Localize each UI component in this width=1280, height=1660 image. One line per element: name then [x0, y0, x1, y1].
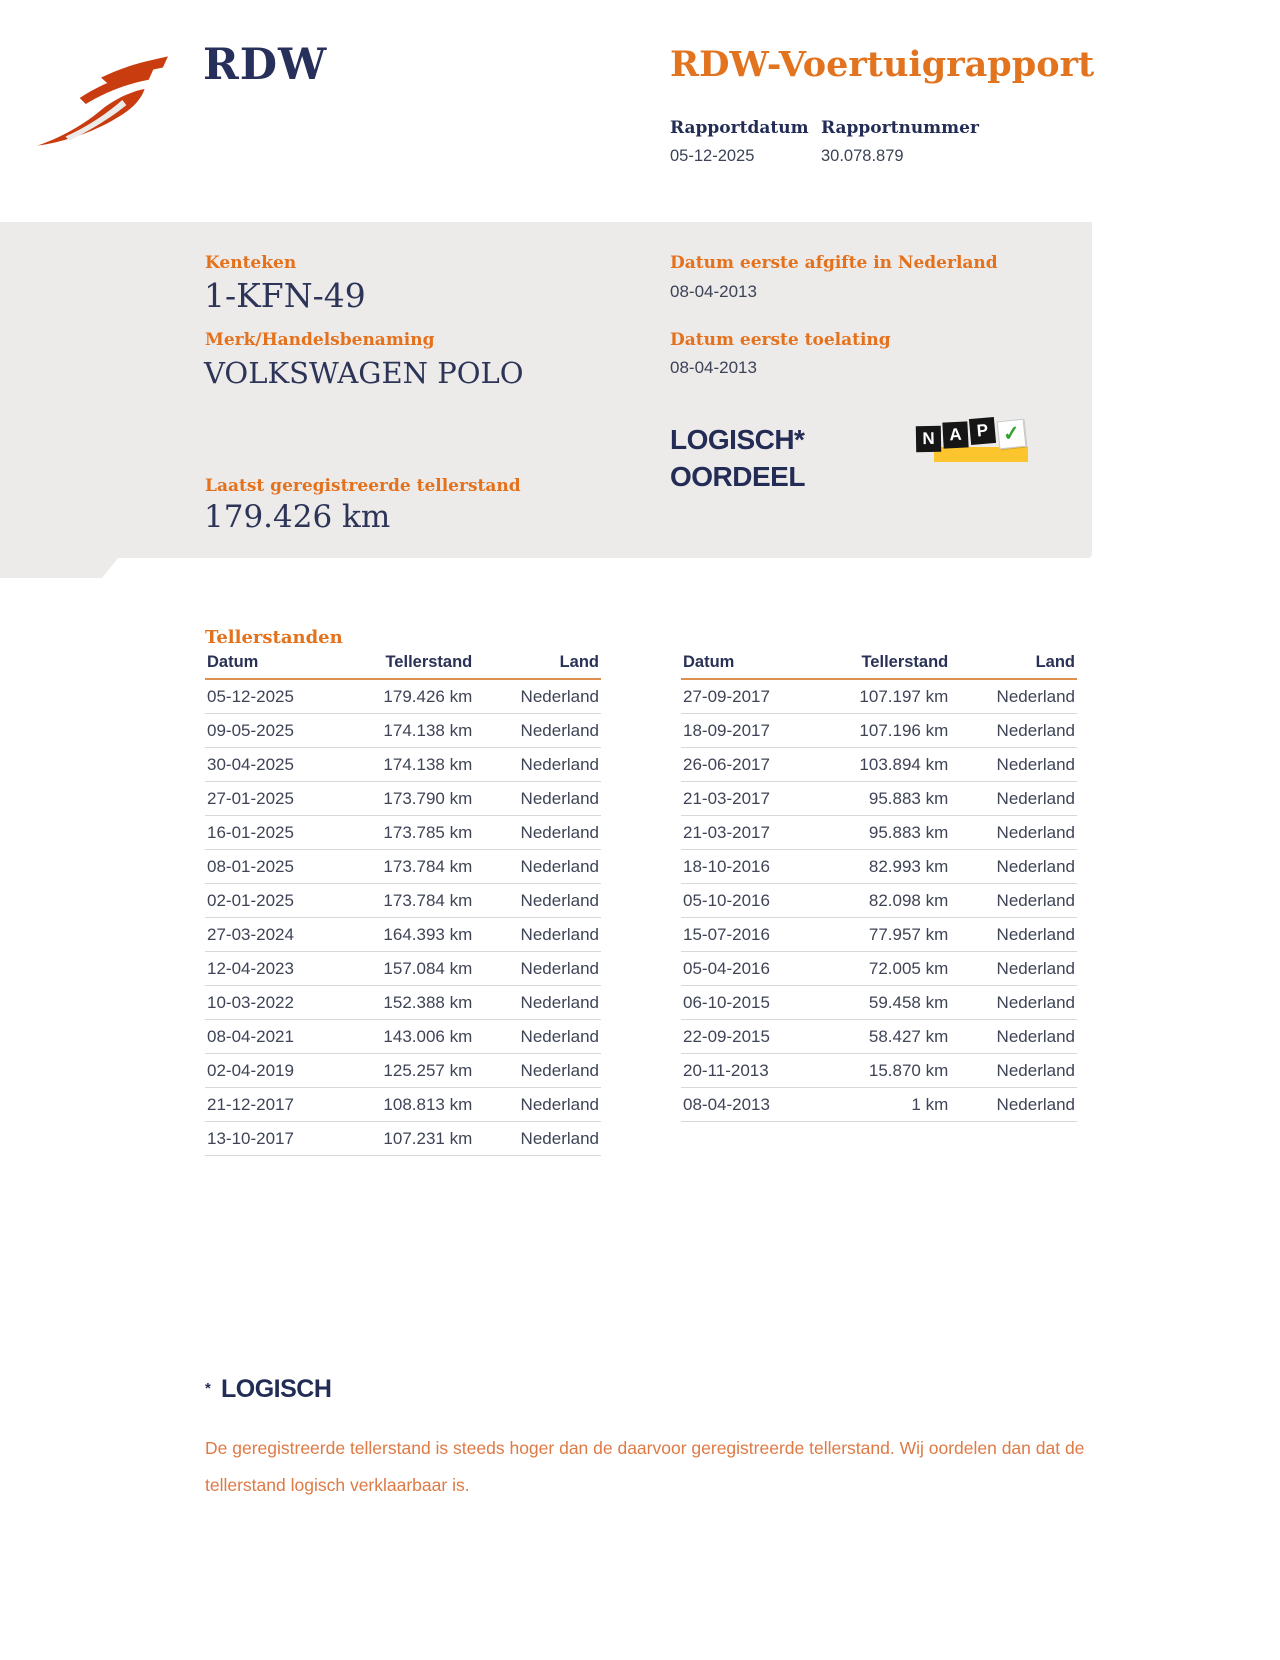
datum-cell: 08-04-2021: [205, 1020, 363, 1054]
land-cell: Nederland: [474, 1088, 601, 1122]
tellerstand-cell: 143.006 km: [363, 1020, 474, 1054]
laatste-tellerstand-value: 179.426 km: [204, 499, 391, 535]
nap-letter-a: A: [942, 421, 968, 448]
datum-cell: 20-11-2013: [681, 1054, 839, 1088]
datum-cell: 13-10-2017: [205, 1122, 363, 1156]
footnote-text: De geregistreerde tellerstand is steeds hoger dan de daarvoor geregistreerde tellerstand. Wij oordelen dan dat de tellerstand logisch verklaarbaar is.: [205, 1438, 1085, 1495]
land-cell: Nederland: [950, 1054, 1077, 1088]
tellerstand-cell: 95.883 km: [839, 816, 950, 850]
table-row: [681, 816, 1077, 850]
datum-cell: 15-07-2016: [681, 918, 839, 952]
table-row: [205, 850, 601, 884]
table-row: [205, 816, 601, 850]
table-row: [205, 714, 601, 748]
land-cell: Nederland: [474, 918, 601, 952]
table-row: [681, 986, 1077, 1020]
land-cell: Nederland: [474, 782, 601, 816]
table-row: [681, 782, 1077, 816]
land-cell: Nederland: [474, 1054, 601, 1088]
tellerstanden-table-left: [205, 653, 601, 1156]
land-cell: Nederland: [950, 816, 1077, 850]
afgifte-value: 08-04-2013: [670, 282, 757, 301]
datum-cell: 10-03-2022: [205, 986, 363, 1020]
datum-cell: 18-10-2016: [681, 850, 839, 884]
land-cell: Nederland: [950, 952, 1077, 986]
land-cell: Nederland: [474, 986, 601, 1020]
table-row: [681, 952, 1077, 986]
merk-value: VOLKSWAGEN POLO: [204, 356, 524, 390]
datum-cell: 02-01-2025: [205, 884, 363, 918]
tellerstand-cell: 59.458 km: [839, 986, 950, 1020]
datum-cell: 08-01-2025: [205, 850, 363, 884]
tellerstand-cell: 173.790 km: [363, 782, 474, 816]
tellerstand-cell: 179.426 km: [363, 679, 474, 714]
land-cell: Nederland: [950, 714, 1077, 748]
oordeel-line2: OORDEEL: [670, 461, 805, 492]
table-row: [205, 918, 601, 952]
table-row: [205, 986, 601, 1020]
tellerstand-cell: 103.894 km: [839, 748, 950, 782]
nap-checkmark-icon: ✓: [997, 419, 1027, 450]
tellerstanden-table-right: [681, 653, 1077, 1122]
table-row: [205, 1054, 601, 1088]
land-header: Land: [950, 653, 1077, 679]
tellerstand-cell: 174.138 km: [363, 748, 474, 782]
tellerstand-header: Tellerstand: [363, 653, 474, 679]
table-row: [681, 748, 1077, 782]
land-cell: Nederland: [950, 918, 1077, 952]
tellerstand-cell: 107.196 km: [839, 714, 950, 748]
table-row: [681, 1054, 1077, 1088]
report-title: RDW-Voertuigrapport: [670, 44, 1095, 85]
kenteken-label: Kenteken: [205, 253, 297, 273]
land-cell: Nederland: [474, 1020, 601, 1054]
tellerstand-cell: 15.870 km: [839, 1054, 950, 1088]
report-number-label: Rapportnummer: [821, 118, 979, 138]
tellerstand-cell: 157.084 km: [363, 952, 474, 986]
land-cell: Nederland: [474, 748, 601, 782]
oordeel-line1: LOGISCH*: [670, 424, 805, 455]
tellerstand-cell: 58.427 km: [839, 1020, 950, 1054]
table-header-row: [681, 653, 1077, 679]
report-date-value: 05-12-2025: [670, 147, 755, 165]
toelating-value: 08-04-2013: [670, 358, 757, 377]
land-cell: Nederland: [950, 1020, 1077, 1054]
report-date-label: Rapportdatum: [670, 118, 809, 138]
datum-cell: 27-09-2017: [681, 679, 839, 714]
footnote-asterisk: *: [205, 1380, 211, 1397]
tellerstand-cell: 82.098 km: [839, 884, 950, 918]
land-cell: Nederland: [474, 952, 601, 986]
land-header: Land: [474, 653, 601, 679]
table-row: [681, 850, 1077, 884]
tellerstand-cell: 107.197 km: [839, 679, 950, 714]
land-cell: Nederland: [474, 816, 601, 850]
panel-corner-tab: [0, 558, 118, 578]
land-cell: Nederland: [474, 884, 601, 918]
nap-letter-n: N: [916, 426, 941, 452]
table-row: [205, 782, 601, 816]
table-row: [205, 748, 601, 782]
tellerstand-cell: 77.957 km: [839, 918, 950, 952]
table-row: [205, 1020, 601, 1054]
land-cell: Nederland: [950, 986, 1077, 1020]
table-row: [681, 679, 1077, 714]
table-header-row: [205, 653, 601, 679]
tellerstand-cell: 173.785 km: [363, 816, 474, 850]
tellerstand-cell: 174.138 km: [363, 714, 474, 748]
datum-cell: 05-04-2016: [681, 952, 839, 986]
footnote-title: LOGISCH: [221, 1375, 332, 1403]
oordeel-text: [670, 421, 805, 495]
datum-cell: 16-01-2025: [205, 816, 363, 850]
datum-cell: 08-04-2013: [681, 1088, 839, 1122]
datum-cell: 18-09-2017: [681, 714, 839, 748]
afgifte-label: Datum eerste afgifte in Nederland: [670, 253, 998, 273]
datum-cell: 05-10-2016: [681, 884, 839, 918]
datum-cell: 27-03-2024: [205, 918, 363, 952]
datum-cell: 30-04-2025: [205, 748, 363, 782]
table-row: [681, 918, 1077, 952]
land-cell: Nederland: [950, 850, 1077, 884]
tellerstanden-heading: Tellerstanden: [205, 627, 343, 648]
table-row: [205, 884, 601, 918]
tellerstand-cell: 173.784 km: [363, 884, 474, 918]
datum-cell: 21-12-2017: [205, 1088, 363, 1122]
laatste-tellerstand-label: Laatst geregistreerde tellerstand: [205, 476, 521, 496]
tellerstand-cell: 152.388 km: [363, 986, 474, 1020]
table-row: [205, 679, 601, 714]
datum-header: Datum: [205, 653, 363, 679]
land-cell: Nederland: [950, 884, 1077, 918]
tellerstand-cell: 108.813 km: [363, 1088, 474, 1122]
tellerstand-cell: 95.883 km: [839, 782, 950, 816]
land-cell: Nederland: [950, 782, 1077, 816]
tellerstand-cell: 82.993 km: [839, 850, 950, 884]
tellerstand-cell: 72.005 km: [839, 952, 950, 986]
table-row: [681, 714, 1077, 748]
land-cell: Nederland: [950, 748, 1077, 782]
nap-yellow-bar: [934, 447, 1028, 462]
table-row: [205, 1088, 601, 1122]
datum-cell: 27-01-2025: [205, 782, 363, 816]
datum-cell: 22-09-2015: [681, 1020, 839, 1054]
table-row: [681, 884, 1077, 918]
datum-cell: 21-03-2017: [681, 816, 839, 850]
tellerstand-cell: 125.257 km: [363, 1054, 474, 1088]
toelating-label: Datum eerste toelating: [670, 330, 891, 350]
datum-cell: 09-05-2025: [205, 714, 363, 748]
nap-letter-p: P: [969, 417, 996, 445]
datum-cell: 21-03-2017: [681, 782, 839, 816]
table-row: [205, 952, 601, 986]
land-cell: Nederland: [950, 679, 1077, 714]
land-cell: Nederland: [474, 714, 601, 748]
rdw-logo-icon: [34, 50, 170, 150]
tellerstand-cell: 164.393 km: [363, 918, 474, 952]
land-cell: Nederland: [474, 679, 601, 714]
tellerstand-header: Tellerstand: [839, 653, 950, 679]
nap-logo: [916, 416, 1030, 466]
report-number-value: 30.078.879: [821, 147, 904, 165]
tellerstand-cell: 1 km: [839, 1088, 950, 1122]
datum-cell: 02-04-2019: [205, 1054, 363, 1088]
tellerstand-cell: 173.784 km: [363, 850, 474, 884]
table-row: [681, 1020, 1077, 1054]
datum-cell: 06-10-2015: [681, 986, 839, 1020]
kenteken-value: 1-KFN-49: [204, 276, 366, 315]
land-cell: Nederland: [474, 1122, 601, 1156]
datum-header: Datum: [681, 653, 839, 679]
table-row: [205, 1122, 601, 1156]
merk-label: Merk/Handelsbenaming: [205, 330, 435, 350]
datum-cell: 26-06-2017: [681, 748, 839, 782]
table-row: [681, 1088, 1077, 1122]
tellerstand-cell: 107.231 km: [363, 1122, 474, 1156]
rdw-wordmark: RDW: [203, 40, 328, 90]
land-cell: Nederland: [950, 1088, 1077, 1122]
datum-cell: 05-12-2025: [205, 679, 363, 714]
datum-cell: 12-04-2023: [205, 952, 363, 986]
land-cell: Nederland: [474, 850, 601, 884]
